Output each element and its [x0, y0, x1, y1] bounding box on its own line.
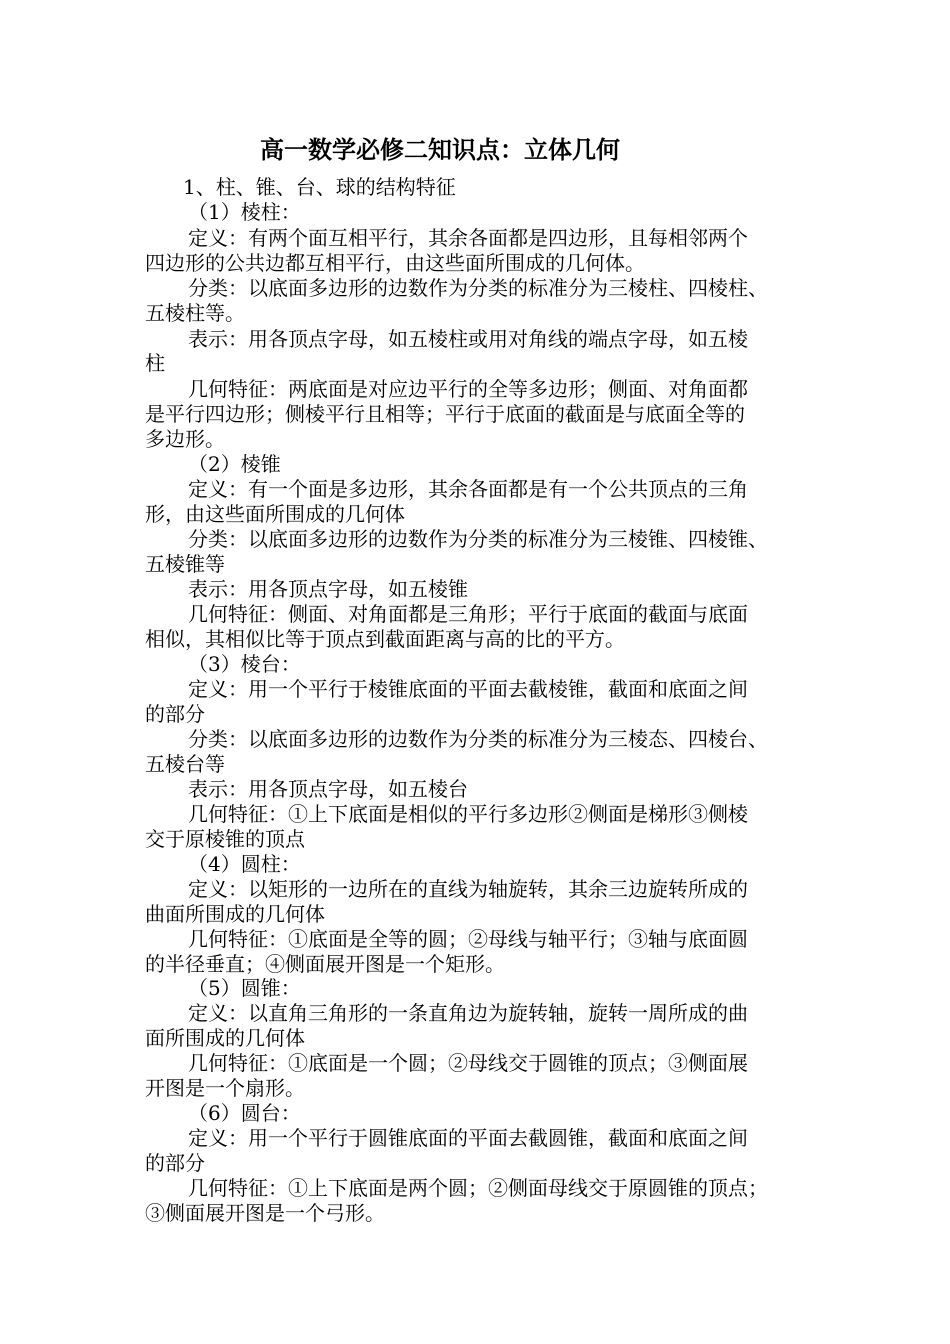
cone-definition-line: 面所围成的几何体	[145, 1026, 305, 1050]
prism-definition-line: 定义：有两个面互相平行，其余各面都是四边形，且每相邻两个	[188, 226, 748, 250]
subsection-heading-cone: （5）圆锥：	[188, 976, 301, 1000]
page-title: 高一数学必修二知识点：立体几何	[260, 135, 620, 164]
cone-feature-line: 开图是一个扇形。	[145, 1076, 305, 1100]
subsection-heading-cylinder: （4）圆柱：	[188, 852, 301, 876]
section-heading: 1、柱、锥、台、球的结构特征	[183, 175, 456, 199]
cone-frustum-feature-line: 几何特征：①上下底面是两个圆；②侧面母线交于原圆锥的顶点；	[188, 1176, 768, 1200]
pyramid-feature-line: 相似，其相似比等于顶点到截面距离与高的比的平方。	[145, 627, 625, 651]
prism-definition-line: 四边形的公共边都互相平行，由这些面所围成的几何体。	[145, 251, 645, 275]
subsection-heading-frustum: （3）棱台：	[188, 652, 301, 676]
prism-feature-line: 多边形。	[145, 427, 225, 451]
frustum-representation-line: 表示：用各顶点字母，如五棱台	[188, 777, 468, 801]
prism-feature-line: 是平行四边形；侧棱平行且相等；平行于底面的截面是与底面全等的	[145, 402, 745, 426]
frustum-classification-line: 分类：以底面多边形的边数作为分类的标准分为三棱态、四棱台、	[188, 727, 768, 751]
cone-frustum-definition-line: 的部分	[145, 1151, 205, 1175]
pyramid-representation-line: 表示：用各顶点字母，如五棱锥	[188, 577, 468, 601]
frustum-feature-line: 几何特征：①上下底面是相似的平行多边形②侧面是梯形③侧棱	[188, 802, 748, 826]
subsection-heading-prism: （1）棱柱：	[188, 200, 301, 224]
pyramid-definition-line: 形，由这些面所围成的几何体	[145, 502, 405, 526]
prism-classification-line: 分类：以底面多边形的边数作为分类的标准分为三棱柱、四棱柱、	[188, 276, 768, 300]
subsection-heading-pyramid: （2）棱锥	[188, 452, 281, 476]
cylinder-definition-line: 曲面所围成的几何体	[145, 902, 325, 926]
prism-representation-line: 柱	[145, 351, 165, 375]
frustum-definition-line: 定义：用一个平行于棱锥底面的平面去截棱锥，截面和底面之间	[188, 677, 748, 701]
prism-feature-line: 几何特征：两底面是对应边平行的全等多边形；侧面、对角面都	[188, 377, 748, 401]
frustum-classification-line: 五棱台等	[145, 752, 225, 776]
frustum-definition-line: 的部分	[145, 702, 205, 726]
pyramid-definition-line: 定义：有一个面是多边形，其余各面都是有一个公共顶点的三角	[188, 477, 748, 501]
prism-classification-line: 五棱柱等。	[145, 301, 245, 325]
cone-frustum-definition-line: 定义：用一个平行于圆锥底面的平面去截圆锥，截面和底面之间	[188, 1126, 748, 1150]
cylinder-definition-line: 定义：以矩形的一边所在的直线为轴旋转，其余三边旋转所成的	[188, 877, 748, 901]
cone-frustum-feature-line: ③侧面展开图是一个弓形。	[145, 1201, 385, 1225]
pyramid-feature-line: 几何特征：侧面、对角面都是三角形；平行于底面的截面与底面	[188, 602, 748, 626]
pyramid-classification-line: 分类：以底面多边形的边数作为分类的标准分为三棱锥、四棱锥、	[188, 527, 768, 551]
cylinder-feature-line: 的半径垂直；④侧面展开图是一个矩形。	[145, 952, 505, 976]
cylinder-feature-line: 几何特征：①底面是全等的圆；②母线与轴平行；③轴与底面圆	[188, 927, 748, 951]
subsection-heading-cone-frustum: （6）圆台：	[188, 1101, 301, 1125]
frustum-feature-line: 交于原棱锥的顶点	[145, 827, 305, 851]
cone-definition-line: 定义：以直角三角形的一条直角边为旋转轴，旋转一周所成的曲	[188, 1001, 748, 1025]
pyramid-classification-line: 五棱锥等	[145, 552, 225, 576]
prism-representation-line: 表示：用各顶点字母，如五棱柱或用对角线的端点字母，如五棱	[188, 327, 748, 351]
cone-feature-line: 几何特征：①底面是一个圆；②母线交于圆锥的顶点；③侧面展	[188, 1051, 748, 1075]
